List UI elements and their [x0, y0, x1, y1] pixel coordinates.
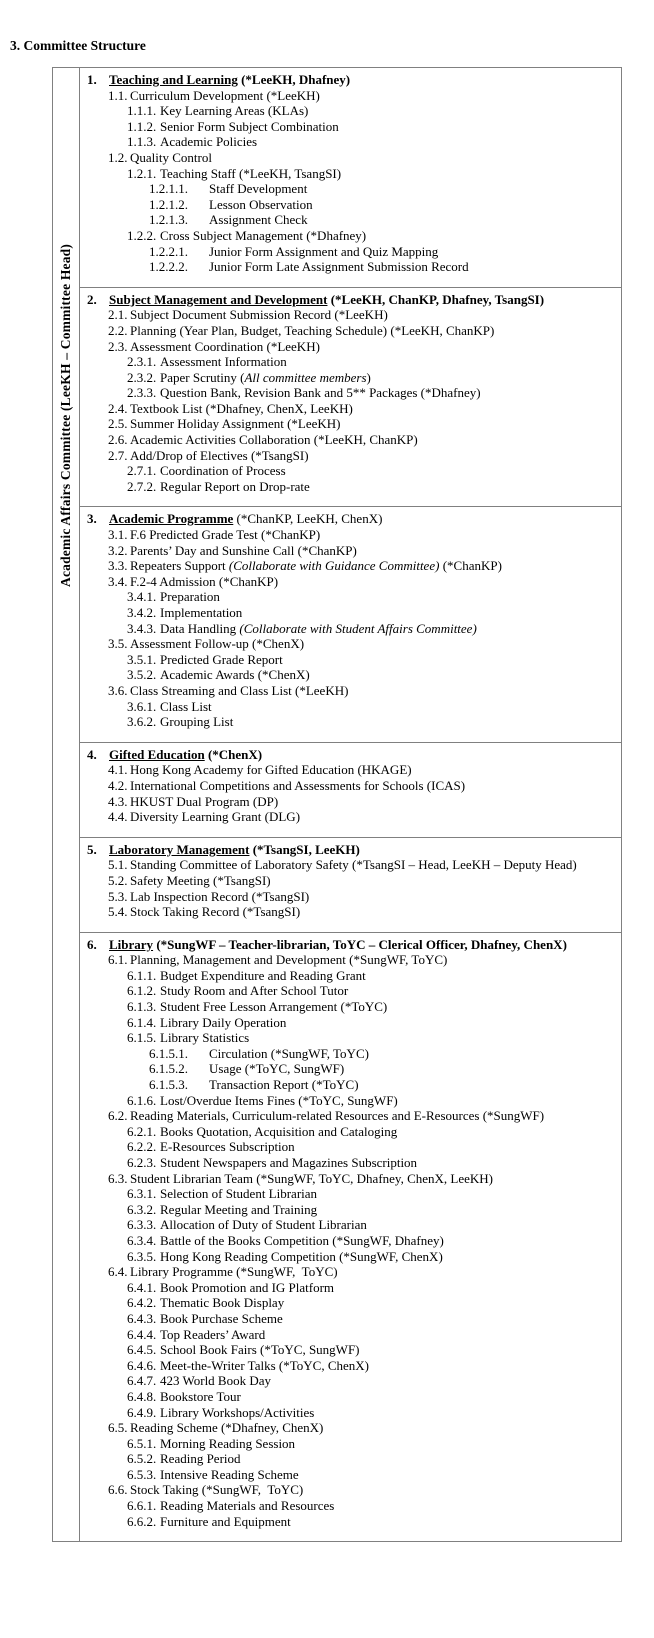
item-text: Reading Period — [160, 1451, 241, 1467]
item-text: Quality Control — [130, 149, 212, 165]
item-text: Budget Expenditure and Reading Grant — [160, 967, 366, 983]
item-text: Book Purchase Scheme — [160, 1310, 283, 1326]
item-text: Library Programme (*SungWF, ToYC) — [130, 1264, 338, 1280]
item-text: Selection of Student Librarian — [160, 1186, 318, 1202]
committee-sidebar-cell — [53, 68, 80, 1541]
item-text-segment: Paper Scrutiny ( — [160, 369, 245, 385]
outline-item — [127, 1015, 617, 1031]
item-number: 2.3.3. — [127, 385, 157, 401]
item-text: Assessment Information — [160, 354, 287, 370]
item-number: 6.2. — [108, 1108, 128, 1124]
item-text: Lost/Overdue Items Fines (*ToYC, SungWF) — [160, 1092, 398, 1108]
outline-item — [108, 448, 617, 464]
item-text: Bookstore Tour — [160, 1388, 241, 1404]
outline-item — [127, 1186, 617, 1202]
item-text: Regular Meeting and Training — [160, 1201, 318, 1217]
outline-item — [149, 197, 617, 213]
outline-item — [127, 652, 617, 668]
item-number: 6.3.4. — [127, 1232, 157, 1248]
section-members: (*ChanKP, LeeKH, ChenX) — [233, 511, 383, 527]
item-text: Top Readers’ Award — [160, 1326, 266, 1342]
item-number: 6.4.8. — [127, 1388, 157, 1404]
outline-item — [127, 1436, 617, 1452]
outline-item — [127, 621, 617, 637]
item-text: Cross Subject Management (*Dhafney) — [160, 227, 367, 243]
item-text: Thematic Book Display — [160, 1295, 285, 1311]
item-text: Books Quotation, Acquisition and Cataloging — [160, 1123, 398, 1139]
item-text-segment: Data Handling — [160, 620, 240, 636]
item-text-segment: Repeaters Support — [130, 558, 229, 574]
item-text: Reading Scheme (*Dhafney, ChenX) — [130, 1420, 324, 1436]
section-row — [80, 933, 621, 1542]
outline-item — [108, 904, 617, 920]
item-text: Preparation — [160, 589, 220, 605]
item-text: Intensive Reading Scheme — [160, 1466, 299, 1482]
outline-item — [127, 1155, 617, 1171]
item-number: 3.2. — [108, 542, 128, 558]
item-number: 6. — [87, 936, 97, 952]
item-number: 6.4.9. — [127, 1404, 157, 1420]
item-number: 6.4. — [108, 1264, 128, 1280]
item-number: 3.6.2. — [127, 714, 157, 730]
section-members: (*TsangSI, LeeKH) — [249, 841, 360, 857]
item-number: 6.1.2. — [127, 983, 157, 999]
committee-name-vertical-label: Academic Affairs Committee (LeeKH – Committee Head) — [58, 243, 73, 587]
item-text: Teaching Staff (*LeeKH, TsangSI) — [160, 165, 342, 181]
outline-item — [127, 1358, 617, 1374]
item-number: 1.1.2. — [127, 118, 157, 134]
outline-item — [108, 574, 617, 590]
item-text: Add/Drop of Electives (*TsangSI) — [130, 447, 309, 463]
item-text: HKUST Dual Program (DP) — [130, 793, 279, 809]
outline-item — [108, 558, 617, 574]
item-text: Reading Materials and Resources — [160, 1498, 335, 1514]
item-number: 1.2.1.3. — [149, 212, 188, 228]
item-text: Hong Kong Academy for Gifted Education (HKAGE) — [130, 762, 412, 778]
outline-item — [127, 166, 617, 182]
outline-item — [127, 999, 617, 1015]
item-number: 1.2.1. — [127, 165, 157, 181]
item-text: Planning, Management and Development (*SungWF, ToYC) — [130, 952, 448, 968]
outline-item — [127, 667, 617, 683]
outline-item — [127, 1249, 617, 1265]
outline-item — [108, 683, 617, 699]
item-number: 1.2.1.2. — [149, 196, 188, 212]
item-text: Stock Taking Record (*TsangSI) — [130, 904, 301, 920]
item-number: 3.4.1. — [127, 589, 157, 605]
item-number: 3.4.2. — [127, 605, 157, 620]
section-row — [80, 838, 621, 933]
outline-item — [127, 354, 617, 370]
outline-item — [127, 1202, 617, 1218]
outline-item — [127, 1030, 617, 1046]
outline-item — [127, 1139, 617, 1155]
item-text: Implementation — [160, 605, 243, 620]
outline-item — [127, 1311, 617, 1327]
item-text: Allocation of Duty of Student Librarian — [160, 1217, 367, 1233]
item-text: Regular Report on Drop-rate — [160, 478, 310, 494]
outline-item — [127, 1514, 617, 1530]
outline-item — [127, 1342, 617, 1358]
item-text: Subject Document Submission Record (*LeeKH) — [130, 307, 388, 323]
item-number: 5. — [87, 841, 97, 857]
outline-item — [127, 385, 617, 401]
item-text: Meet-the-Writer Talks (*ToYC, ChenX) — [160, 1357, 369, 1373]
item-text: Assignment Check — [209, 212, 308, 228]
item-text — [109, 842, 360, 858]
outline-item — [108, 1108, 617, 1124]
item-text: Student Newspapers and Magazines Subscription — [160, 1155, 418, 1170]
item-text: Study Room and After School Tutor — [160, 983, 349, 999]
outline-item — [127, 1373, 617, 1389]
outline-item — [127, 714, 617, 730]
item-number: 6.2.1. — [127, 1123, 157, 1139]
item-number: 2.7. — [108, 447, 128, 463]
item-number: 6.1.3. — [127, 999, 157, 1015]
item-number: 3.5. — [108, 636, 128, 652]
item-text: E-Resources Subscription — [160, 1139, 295, 1155]
item-number: 3. — [87, 511, 97, 527]
item-text — [109, 937, 567, 953]
outline-item — [127, 119, 617, 135]
item-number: 6.3.5. — [127, 1248, 157, 1264]
outline-item — [108, 1264, 617, 1280]
item-text: Assessment Coordination (*LeeKH) — [130, 338, 320, 354]
item-number: 5.4. — [108, 904, 128, 920]
outline-item — [127, 1295, 617, 1311]
item-text — [160, 621, 477, 637]
item-number: 3.4.3. — [127, 620, 157, 636]
sections-column — [80, 68, 621, 1541]
outline-item — [108, 543, 617, 559]
outline-item — [127, 1233, 617, 1249]
outline-item — [87, 747, 617, 763]
outline-item — [127, 1389, 617, 1405]
item-text: Student Librarian Team (*SungWF, ToYC, Dhafney, ChenX, LeeKH) — [130, 1170, 493, 1186]
item-text: Stock Taking (*SungWF, ToYC) — [130, 1482, 304, 1498]
item-text: Textbook List (*Dhafney, ChenX, LeeKH) — [130, 400, 353, 416]
item-number: 2.3. — [108, 338, 128, 354]
item-number: 6.4.5. — [127, 1342, 157, 1358]
item-text: Key Learning Areas (KLAs) — [160, 103, 309, 119]
outline-item — [127, 463, 617, 479]
outline-item — [127, 1405, 617, 1421]
item-number: 6.5.2. — [127, 1451, 157, 1467]
outline-item — [108, 323, 617, 339]
item-text: Morning Reading Session — [160, 1435, 296, 1451]
section-members: (*SungWF – Teacher-librarian, ToYC – Clerical Officer, Dhafney, ChenX) — [153, 936, 567, 952]
outline-item — [108, 88, 617, 104]
item-number: 2.1. — [108, 307, 128, 323]
item-number: 1.1.1. — [127, 103, 157, 119]
section-title: Teaching and Learning — [109, 72, 238, 87]
item-text: Lab Inspection Record (*TsangSI) — [130, 888, 310, 904]
item-text: Library Daily Operation — [160, 1014, 287, 1030]
outline-item — [149, 212, 617, 228]
item-number: 6.1.5.1. — [149, 1045, 188, 1061]
section-row — [80, 507, 621, 742]
item-number: 3.5.2. — [127, 667, 157, 683]
item-text: Standing Committee of Laboratory Safety (*TsangSI – Head, LeeKH – Deputy Head) — [130, 857, 577, 873]
page-title: 3. Committee Structure — [10, 38, 146, 53]
item-text: International Competitions and Assessments for Schools (ICAS) — [130, 777, 466, 793]
outline-item — [108, 150, 617, 166]
outline-item — [127, 1451, 617, 1467]
item-number: 1.2.1.1. — [149, 181, 188, 197]
item-number: 3.3. — [108, 558, 128, 574]
outline-item — [108, 857, 617, 873]
item-number: 6.1.5.2. — [149, 1061, 188, 1077]
section-title: Gifted Education — [109, 746, 205, 762]
outline-item — [127, 479, 617, 495]
item-text: Safety Meeting (*TsangSI) — [130, 872, 271, 888]
item-text: School Book Fairs (*ToYC, SungWF) — [160, 1342, 360, 1358]
outline-item — [127, 103, 617, 119]
item-number: 6.2.3. — [127, 1155, 157, 1170]
item-number: 6.4.2. — [127, 1295, 157, 1311]
item-number: 6.1.5. — [127, 1030, 157, 1046]
outline-item — [127, 983, 617, 999]
item-number: 2.7.2. — [127, 478, 157, 494]
outline-item — [108, 1482, 617, 1498]
item-text: Academic Activities Collaboration (*LeeKH, ChanKP) — [130, 432, 418, 448]
outline-item — [127, 1217, 617, 1233]
outline-item — [127, 605, 617, 621]
outline-item — [108, 794, 617, 810]
item-text: Reading Materials, Curriculum-related Resources and E-Resources (*SungWF) — [130, 1108, 545, 1124]
outline-item — [127, 699, 617, 715]
section-row — [80, 288, 621, 508]
section-row — [80, 743, 621, 838]
item-text: F.6 Predicted Grade Test (*ChanKP) — [130, 527, 321, 543]
item-text: Junior Form Assignment and Quiz Mapping — [209, 243, 439, 259]
item-text-segment: (Collaborate with Guidance Committee) — [228, 558, 440, 574]
item-number: 4.3. — [108, 793, 128, 809]
item-number: 1.1. — [108, 87, 128, 103]
item-number: 6.3.1. — [127, 1186, 157, 1202]
item-text: Question Bank, Revision Bank and 5** Packages (*Dhafney) — [160, 385, 481, 401]
item-number: 6.1.1. — [127, 967, 157, 983]
item-text: Student Free Lesson Arrangement (*ToYC) — [160, 999, 388, 1015]
outline-item — [149, 181, 617, 197]
item-number: 5.3. — [108, 888, 128, 904]
outline-item — [108, 889, 617, 905]
section-title: Laboratory Management — [109, 841, 250, 857]
item-text: Predicted Grade Report — [160, 651, 283, 667]
item-number: 6.3. — [108, 1170, 128, 1186]
item-number: 4.2. — [108, 777, 128, 793]
item-text-segment: (*ChanKP) — [439, 558, 502, 574]
item-text — [109, 72, 350, 88]
item-number: 2.6. — [108, 432, 128, 448]
outline-item — [127, 1280, 617, 1296]
item-number: 4.4. — [108, 809, 128, 825]
outline-item — [149, 1061, 617, 1077]
outline-item — [108, 778, 617, 794]
item-number: 4. — [87, 746, 97, 762]
outline-item — [149, 1046, 617, 1062]
item-text: Transaction Report (*ToYC) — [209, 1077, 359, 1093]
outline-item — [87, 292, 617, 308]
item-number: 3.6.1. — [127, 698, 157, 714]
item-number: 6.1.4. — [127, 1014, 157, 1030]
outline-item — [87, 937, 617, 953]
item-text: Parents’ Day and Sunshine Call (*ChanKP) — [130, 542, 357, 558]
item-text: Senior Form Subject Combination — [160, 118, 339, 134]
outline-item — [149, 1077, 617, 1093]
item-text-segment: (Collaborate with Student Affairs Committee) — [239, 620, 477, 636]
item-text: Class Streaming and Class List (*LeeKH) — [130, 682, 349, 698]
item-number: 2.7.1. — [127, 463, 157, 479]
item-number: 2. — [87, 291, 97, 307]
outline-item — [127, 589, 617, 605]
item-number: 6.3.2. — [127, 1201, 157, 1217]
item-text: Hong Kong Reading Competition (*SungWF, ChenX) — [160, 1248, 443, 1264]
item-text: 423 World Book Day — [160, 1373, 272, 1389]
outline-item — [127, 1327, 617, 1343]
item-text: F.2-4 Admission (*ChanKP) — [130, 573, 279, 589]
item-text: Book Promotion and IG Platform — [160, 1279, 335, 1295]
item-text: Grouping List — [160, 714, 234, 730]
item-text — [130, 558, 502, 574]
item-number: 1.2.2.2. — [149, 259, 188, 275]
item-text: Summer Holiday Assignment (*LeeKH) — [130, 416, 341, 432]
item-text — [109, 511, 382, 527]
item-number: 2.2. — [108, 322, 128, 338]
item-text: Class List — [160, 698, 212, 714]
outline-item — [108, 416, 617, 432]
outline-item — [108, 1420, 617, 1436]
outline-item — [108, 762, 617, 778]
item-number: 6.6.2. — [127, 1513, 157, 1529]
item-number: 4.1. — [108, 762, 128, 778]
outline-item — [127, 968, 617, 984]
outline-item — [127, 228, 617, 244]
item-text: Staff Development — [209, 181, 308, 197]
item-text: Curriculum Development (*LeeKH) — [130, 87, 320, 103]
item-number: 6.4.6. — [127, 1357, 157, 1373]
outline-item — [149, 259, 617, 275]
section-row — [80, 68, 621, 288]
outline-item — [108, 339, 617, 355]
outline-item — [108, 307, 617, 323]
outline-item — [149, 244, 617, 260]
section-members: (*LeeKH, Dhafney) — [237, 72, 351, 87]
item-number: 1.1.3. — [127, 134, 157, 150]
item-text: Academic Policies — [160, 134, 258, 150]
item-number: 3.5.1. — [127, 651, 157, 667]
item-number: 3.4. — [108, 573, 128, 589]
outline-item — [108, 873, 617, 889]
item-text — [109, 292, 544, 308]
section-members: (*LeeKH, ChanKP, Dhafney, TsangSI) — [327, 291, 545, 307]
section-title: Academic Programme — [109, 511, 234, 527]
outline-item — [108, 952, 617, 968]
outline-item — [108, 1171, 617, 1187]
item-text: Library Workshops/Activities — [160, 1404, 315, 1420]
item-number: 6.3.3. — [127, 1217, 157, 1233]
outline-item — [108, 809, 617, 825]
item-number: 6.4.7. — [127, 1373, 157, 1389]
item-text: Library Statistics — [160, 1030, 250, 1046]
outline-item — [127, 1093, 617, 1109]
item-number: 1. — [87, 72, 97, 87]
outline-item — [127, 1498, 617, 1514]
outline-item — [87, 72, 617, 88]
item-text: Coordination of Process — [160, 463, 286, 479]
item-text: Academic Awards (*ChenX) — [160, 667, 310, 683]
item-number: 1.2.2.1. — [149, 243, 188, 259]
committee-structure-table — [52, 67, 622, 1542]
item-number: 5.1. — [108, 857, 128, 873]
item-number: 6.1. — [108, 952, 128, 968]
item-text: Furniture and Equipment — [160, 1513, 291, 1529]
item-number: 6.6. — [108, 1482, 128, 1498]
item-number: 6.1.5.3. — [149, 1077, 188, 1093]
item-number: 6.4.1. — [127, 1279, 157, 1295]
item-text: Assessment Follow-up (*ChenX) — [130, 636, 305, 652]
item-text: Usage (*ToYC, SungWF) — [209, 1061, 345, 1077]
item-number: 2.3.1. — [127, 354, 157, 370]
item-number: 1.2. — [108, 149, 128, 165]
item-number: 6.4.4. — [127, 1326, 157, 1342]
item-number: 5.2. — [108, 872, 128, 888]
outline-item — [127, 134, 617, 150]
item-number: 2.5. — [108, 416, 128, 432]
item-number: 6.5.3. — [127, 1466, 157, 1482]
item-number: 6.2.2. — [127, 1139, 157, 1155]
item-number: 3.6. — [108, 682, 128, 698]
item-number: 1.2.2. — [127, 227, 157, 243]
item-number: 6.1.6. — [127, 1092, 157, 1108]
item-text: Junior Form Late Assignment Submission Record — [209, 259, 469, 275]
item-number: 6.5. — [108, 1420, 128, 1436]
item-number: 6.4.3. — [127, 1310, 157, 1326]
item-text-segment: All committee members — [244, 369, 367, 385]
item-number: 6.6.1. — [127, 1498, 157, 1514]
item-text: Planning (Year Plan, Budget, Teaching Schedule) (*LeeKH, ChanKP) — [130, 322, 495, 338]
item-text: Lesson Observation — [209, 196, 313, 212]
outline-item — [108, 636, 617, 652]
item-number: 6.5.1. — [127, 1435, 157, 1451]
outline-item — [108, 432, 617, 448]
section-title: Library — [109, 936, 154, 952]
item-number: 2.3.2. — [127, 369, 157, 385]
outline-item — [87, 842, 617, 858]
outline-item — [127, 1124, 617, 1140]
outline-item — [127, 1467, 617, 1483]
outline-item — [108, 527, 617, 543]
item-number: 3.1. — [108, 527, 128, 543]
outline-item — [108, 401, 617, 417]
item-text-segment: ) — [366, 369, 371, 385]
outline-item — [127, 370, 617, 386]
item-text: Battle of the Books Competition (*SungWF, Dhafney) — [160, 1232, 444, 1248]
item-number: 2.4. — [108, 400, 128, 416]
item-text: Diversity Learning Grant (DLG) — [130, 809, 301, 825]
item-text — [160, 370, 371, 386]
section-title: Subject Management and Development — [109, 291, 328, 307]
item-text: Circulation (*SungWF, ToYC) — [209, 1045, 369, 1061]
outline-item — [87, 511, 617, 527]
section-members: (*ChenX) — [204, 746, 263, 762]
item-text — [109, 747, 262, 763]
